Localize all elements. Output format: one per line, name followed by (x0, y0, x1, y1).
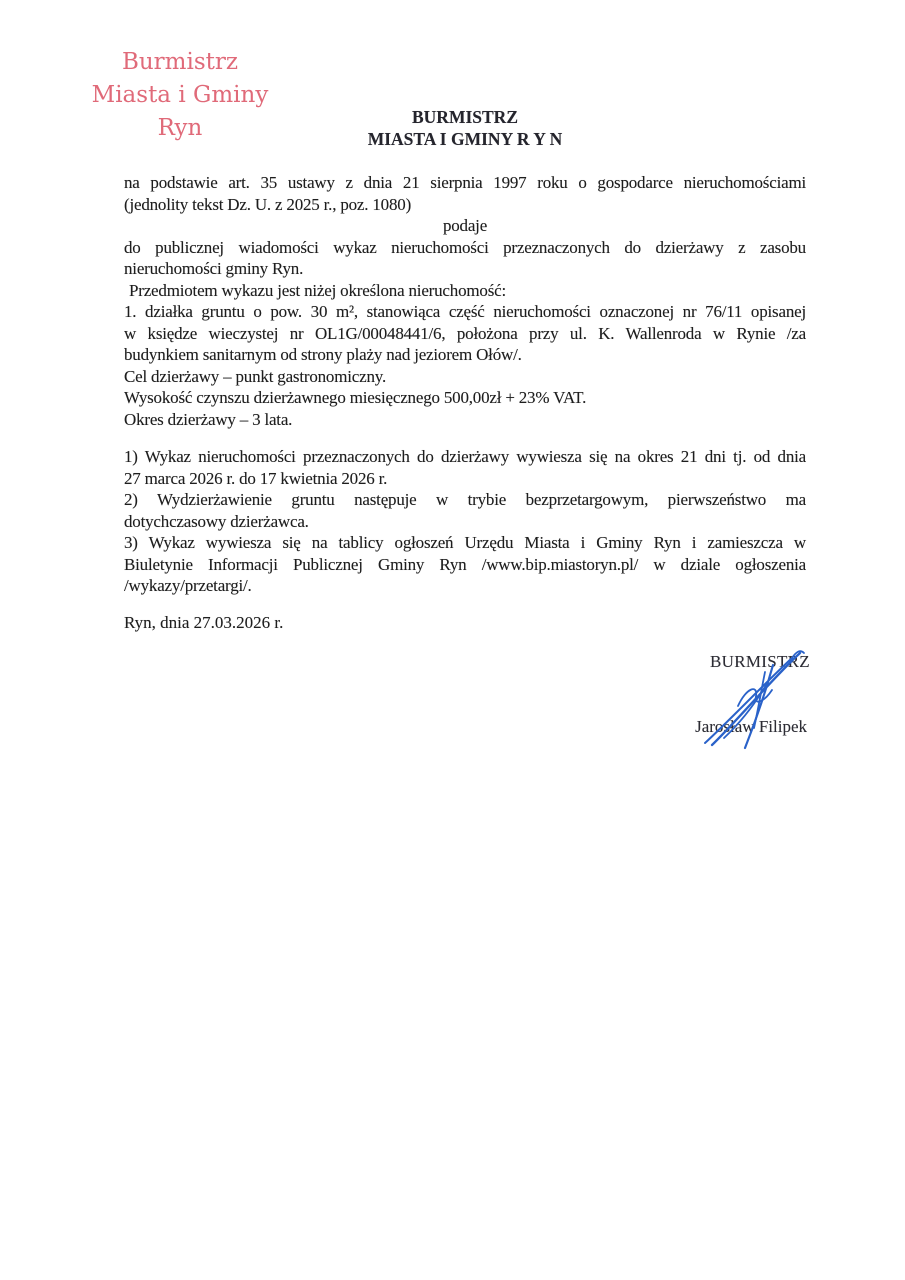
doc-line: 2) Wydzierżawienie gruntu następuje w trybie bezprzetargowym, pierwszeństwo ma (124, 490, 806, 509)
doc-line: w księdze wieczystej nr OL1G/00048441/6, położona przy ul. K. Wallenroda w Rynie /za (124, 323, 806, 343)
date-line: Ryn, dnia 27.03.2026 r. (124, 613, 284, 632)
doc-line: na podstawie art. 35 ustawy z dnia 21 sierpnia 1997 roku o gospodarce nieruchomościami (124, 173, 806, 192)
doc-line: 27 marca 2026 r. do 17 kwietnia 2026 r. (124, 468, 388, 488)
doc-line: Cel dzierżawy – punkt gastronomiczny. (124, 366, 387, 386)
doc-line: /wykazy/przetargi/. (124, 576, 252, 595)
signature-title: BURMISTRZ (710, 652, 810, 671)
doc-line: 3) Wykaz wywiesza się na tablicy ogłoszeń Urzędu Miasta i Gminy Ryn i zamieszcza w (124, 533, 806, 552)
doc-line: 1. działka gruntu o pow. 30 m², stanowiąca część nieruchomości oznaczonej nr 76/11 opisanej (124, 302, 806, 321)
doc-line: Przedmiotem wykazu jest niżej określona nieruchomość: (129, 280, 506, 300)
paragraph-gap (124, 430, 806, 446)
doc-line: Okres dzierżawy – 3 lata. (124, 409, 293, 429)
doc-line: 1) Wykaz nieruchomości przeznaczonych do dzierżawy wywiesza się na okres 21 dni tj. od dnia (124, 447, 806, 466)
body-text (124, 172, 806, 597)
doc-line: do publicznej wiadomości wykaz nieruchomości przeznaczonych do dzierżawy z zasobu (124, 237, 806, 257)
document-title-line2: MIASTA I GMINY R Y N (367, 129, 563, 149)
doc-line: nieruchomości gminy Ryn. (124, 259, 304, 278)
letterhead-line2: Miasta i Gminy Ryn (91, 82, 269, 141)
letterhead-line1: Burmistrz (121, 49, 239, 75)
signature-name: Jarosław Filipek (695, 717, 807, 736)
doc-line: dotychczasowy dzierżawca. (124, 511, 309, 531)
doc-line: podaje (442, 216, 488, 235)
doc-line: budynkiem sanitarnym od strony plaży nad jeziorem Ołów/. (124, 345, 522, 364)
document-title (124, 106, 806, 150)
doc-line: Wysokość czynszu dzierżawnego miesięcznego 500,00zł + 23% VAT. (124, 388, 587, 407)
document-title-line1: BURMISTRZ (412, 107, 518, 127)
doc-line: Biuletynie Informacji Publicznej Gminy Ryn /www.bip.miastoryn.pl/ w dziale ogłoszenia (124, 554, 806, 574)
doc-line: (jednolity tekst Dz. U. z 2025 r., poz. 1080) (124, 194, 412, 214)
